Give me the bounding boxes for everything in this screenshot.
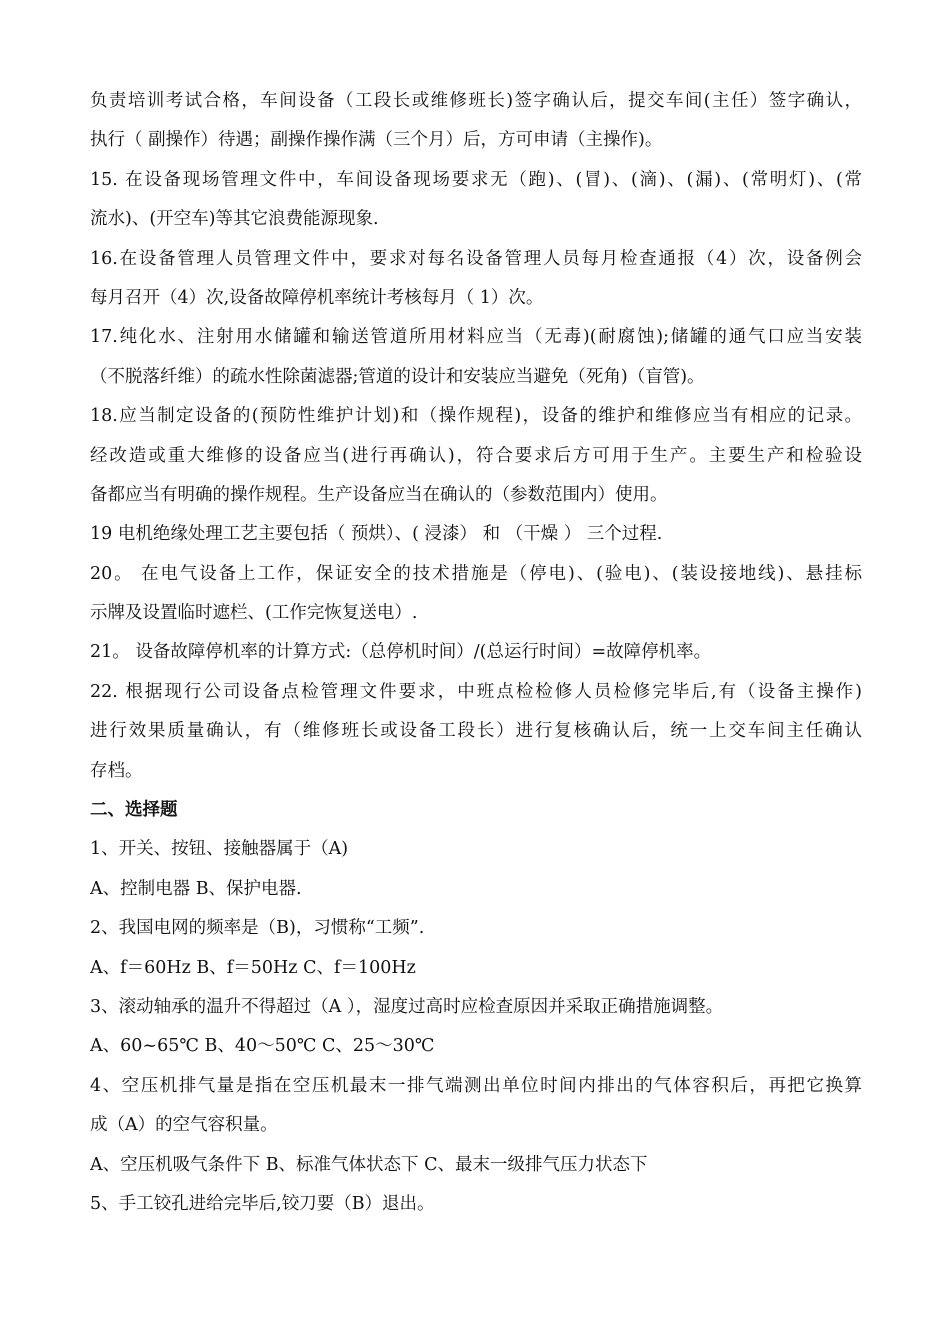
question-line: 4、空压机排气量是指在空压机最末一排气端测出单位时间内排出的气体容积后，再把它换算 [90, 1075, 862, 1096]
text-line: 执行（ 副操作）待遇；副操作操作满（三个月）后，方可申请（主操作)。 [90, 130, 663, 151]
text-line: 备都应当有明确的操作规程。生产设备应当在确认的（参数范围内）使用。 [90, 484, 668, 505]
question-line: 2、我国电网的频率是（B)，习惯称“工频”. [90, 918, 425, 939]
text-line: 进行效果质量确认，有（维修班长或设备工段长）进行复核确认后，统一上交车间主任确认 [90, 721, 862, 742]
options-line: A、空压机吸气条件下 B、标准气体状态下 C、最末一级排气压力状态下 [90, 1154, 648, 1175]
text-line: 19 电机绝缘处理工艺主要包括（ 预烘）、( 浸漆） 和 （干燥 ） 三个过程. [90, 524, 663, 545]
text-line: 18.应当制定设备的(预防性维护计划)和（操作规程)，设备的维护和维修应当有相应的记录。 [90, 406, 862, 427]
text-line: 20。 在电气设备上工作，保证安全的技术措施是（停电)、(验电)、(装设接地线)、悬挂标 [90, 563, 862, 584]
text-line: 16.在设备管理人员管理文件中，要求对每名设备管理人员每月检查通报（4）次，设备例会 [90, 248, 862, 269]
text-line: 21。 设备故障停机率的计算方式:（总停机时间）/(总运行时间）=故障停机率。 [90, 642, 712, 663]
text-line: 15. 在设备现场管理文件中，车间设备现场要求无（跑)、(冒)、(滴)、(漏)、(常明灯)、(常 [90, 169, 862, 190]
options-line: A、控制电器 B、保护电器. [90, 878, 302, 899]
question-line: 1、开关、按钮、接触器属于（A) [90, 839, 349, 860]
section-heading: 二、选择题 [90, 800, 178, 821]
text-line: 流水)、(开空车)等其它浪费能源现象. [90, 209, 379, 230]
text-line: 每月召开（4）次,设备故障停机率统计考核每月（ 1）次。 [90, 287, 544, 308]
text-line: 示牌及设置临时遮栏、(工作完恢复送电）. [90, 603, 418, 624]
options-line: A、60~65℃ B、40～50℃ C、25～30℃ [90, 1036, 435, 1057]
text-line: 22. 根据现行公司设备点检管理文件要求，中班点检检修人员检修完毕后,有（设备主操作) [90, 681, 862, 702]
question-line: 5、手工铰孔进给完毕后,铰刀要（B）退出。 [90, 1193, 435, 1214]
text-line: 经改造或重大维修的设备应当(进行再确认)，符合要求后方可用于生产。主要生产和检验设 [90, 445, 862, 466]
text-line: 17.纯化水、注射用水储罐和输送管道所用材料应当（无毒)(耐腐蚀);储罐的通气口应当安装 [90, 327, 862, 348]
question-line: 3、滚动轴承的温升不得超过（A ），湿度过高时应检查原因并采取正确措施调整。 [90, 996, 724, 1017]
text-line: 存档。 [90, 760, 143, 781]
text-line: （不脱落纤维）的疏水性除菌滤器;管道的设计和安装应当避免（死角)（盲管)。 [90, 366, 705, 387]
text-line: 负责培训考试合格，车间设备（工段长或维修班长)签字确认后，提交车间(主任）签字确认， [90, 91, 862, 111]
options-line: A、f＝60Hz B、f＝50Hz C、f＝100Hz [90, 957, 416, 978]
question-line: 成（A）的空气容积量。 [90, 1115, 278, 1136]
